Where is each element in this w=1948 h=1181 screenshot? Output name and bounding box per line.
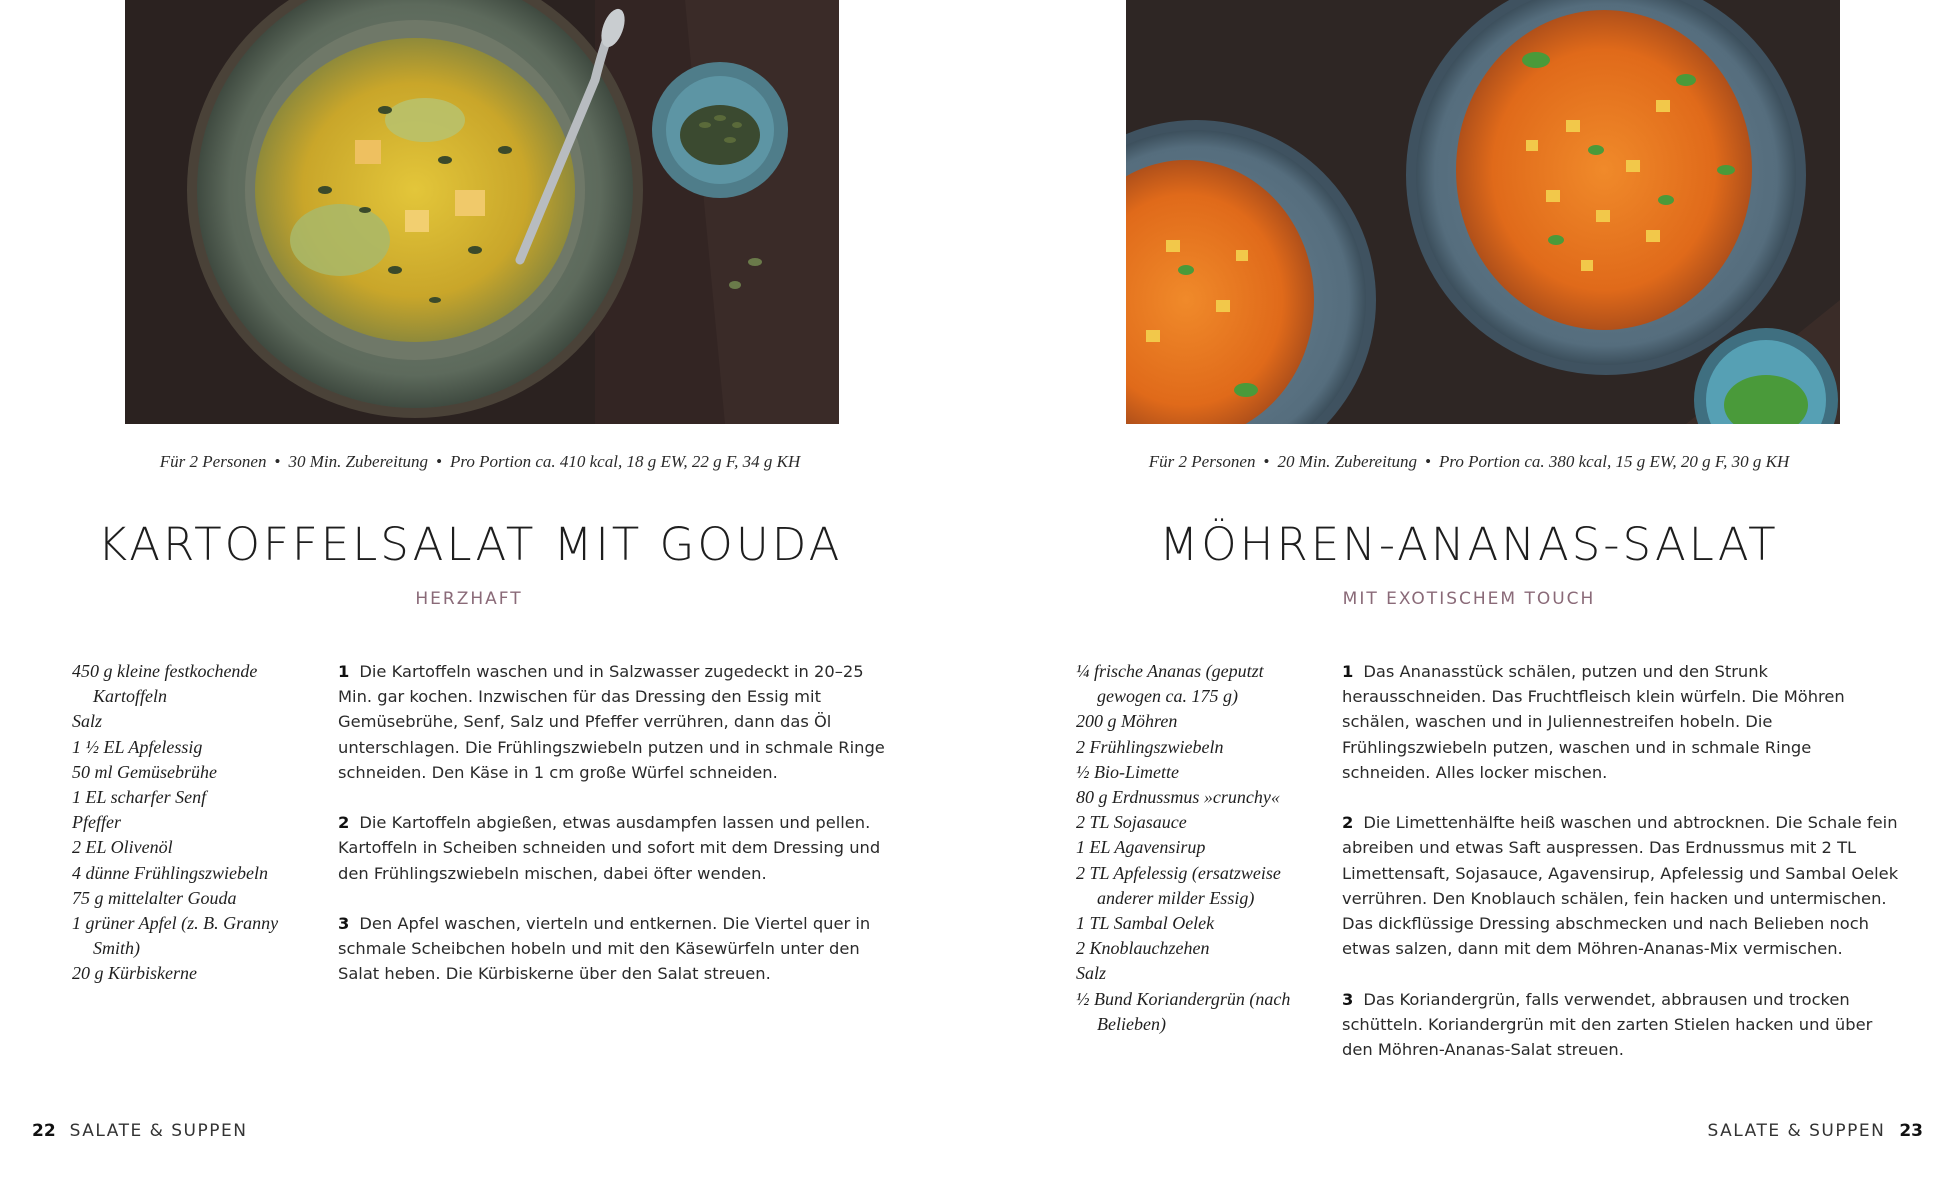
step-number: 3 — [338, 914, 350, 933]
step-text: Die Kartoffeln abgießen, etwas ausdampfen lassen und pellen. Kartoffeln in Scheiben schneiden und sofort mit dem Dressing und den Frühlingszwiebeln mischen, dabei öfter wenden. — [338, 813, 881, 883]
ingredient-item: 1 TL Sambal Oelek — [1076, 913, 1215, 934]
ingredient-item: 1 EL Agavensirup — [1076, 837, 1206, 858]
recipe-meta — [0, 452, 967, 472]
separator-dot: • — [274, 452, 281, 471]
potato-salad-photo — [125, 0, 839, 424]
prep-time: 30 Min. Zubereitung — [288, 452, 429, 471]
step-number: 3 — [1342, 989, 1354, 1009]
ingredient-item: 2 TL Apfelessig (ersatzweise anderer milder Essig) — [1076, 862, 1281, 908]
step-text: Das Ananasstück schälen, putzen und den Strunk herausschneiden. Das Fruchtfleisch klein würfeln. Die Möhren schälen, waschen und in Juliennestreifen hobeln. Die Frühlingszwiebeln putzen, waschen und in schmale Ringe schneiden. Alles locker mischen. — [1342, 662, 1845, 782]
step-text: Die Limettenhälfte heiß waschen und abtrocknen. Die Schale fein abreiben und etwas Saft auspressen. Das Erdnussmus mit 2 TL Limettensaft, Sojasauce, Agavensirup, Apfelessig und Sambal Oelek verrühren. Den Knoblauch schälen, fein hacken und untermischen. Das dickflüssige Dressing abschmecken und nach Belieben noch etwas salzen, dann mit dem Möhren-Ananas-Mix vermischen. — [1342, 813, 1899, 959]
recipe-meta — [982, 452, 1948, 472]
recipe-title: KARTOFFELSALAT MIT GOUDA — [97, 518, 843, 571]
ingredient-item: Salz — [72, 711, 103, 732]
page-right — [974, 0, 1948, 1181]
recipe-title: MÖHREN-ANANAS-SALAT — [1159, 518, 1779, 571]
step-text: Das Koriandergrün, falls verwendet, abbrausen und trocken schütteln. Koriandergrün mit den zarten Stielen hacken und über den Möhren-Ananas-Salat streuen. — [1342, 989, 1873, 1060]
recipe-subtitle: HERZHAFT — [415, 589, 523, 609]
separator-dot: • — [436, 452, 443, 471]
ingredient-item: 2 EL Olivenöl — [72, 837, 173, 858]
instruction-step — [338, 659, 893, 785]
page-number: 23 — [1899, 1121, 1923, 1141]
ingredient-item: 200 g Möhren — [1076, 711, 1178, 732]
section-name: SALATE & SUPPEN — [69, 1121, 248, 1141]
step-number: 2 — [338, 813, 350, 833]
instruction-step — [338, 810, 893, 886]
prep-time: 20 Min. Zubereitung — [1277, 452, 1418, 471]
step-number: 2 — [1342, 813, 1354, 833]
carrot-pineapple-salad-photo — [1126, 0, 1840, 424]
nutrition: Pro Portion ca. 380 kcal, 15 g EW, 20 g F, 30 g KH — [1439, 452, 1790, 471]
page-footer — [1708, 1121, 1923, 1141]
ingredient-item: Salz — [1076, 963, 1107, 984]
ingredient-item: 20 g Kürbiskerne — [72, 963, 197, 984]
ingredient-item: 2 Knoblauchzehen — [1076, 938, 1210, 959]
separator-dot: • — [1425, 452, 1432, 471]
ingredient-list — [72, 659, 307, 987]
ingredient-item: 2 TL Sojasauce — [1076, 812, 1187, 833]
ingredient-item: 1 EL scharfer Senf — [72, 787, 207, 808]
ingredient-item: 75 g mittelalter Gouda — [72, 887, 237, 908]
ingredient-item: ½ Bio-Limette — [1076, 761, 1179, 782]
servings: Für 2 Personen — [1148, 452, 1256, 471]
separator-dot: • — [1263, 452, 1270, 471]
instruction-steps — [1342, 659, 1902, 1087]
step-number: 1 — [338, 662, 350, 681]
step-number: 1 — [1342, 662, 1354, 681]
ingredient-item: Pfeffer — [72, 812, 121, 833]
section-name: SALATE & SUPPEN — [1707, 1121, 1886, 1141]
nutrition: Pro Portion ca. 410 kcal, 18 g EW, 22 g F, 34 g KH — [450, 452, 801, 471]
step-text: Die Kartoffeln waschen und in Salzwasser zugedeckt in 20–25 Min. gar kochen. Inzwischen für das Dressing den Essig mit Gemüsebrühe, Senf, Salz und Pfeffer verrühren, dann das Öl unterschlagen. Die Frühlingszwiebeln putzen und in schmale Ringe schneiden. Den Käse in 1 cm große Würfel schneiden. — [338, 662, 885, 782]
ingredient-item: 80 g Erdnussmus »crunchy« — [1076, 787, 1280, 808]
page-number: 22 — [32, 1121, 56, 1141]
instruction-step — [1342, 659, 1902, 785]
step-text: Den Apfel waschen, vierteln und entkernen. Die Viertel quer in schmale Scheibchen hobeln und mit den Käsewürfeln unter den Salat heben. Die Kürbiskerne über den Salat streuen. — [338, 914, 871, 984]
instruction-step — [338, 911, 893, 987]
ingredient-item: 450 g kleine festkochende Kartoffeln — [72, 661, 258, 707]
ingredient-item: 1 ½ EL Apfelessig — [72, 736, 203, 757]
ingredient-item: 4 dünne Frühlingszwiebeln — [72, 862, 268, 883]
ingredient-list — [1076, 659, 1311, 1037]
page-footer — [32, 1121, 247, 1141]
ingredient-item: 1 grüner Apfel (z. B. Granny Smith) — [72, 913, 279, 959]
ingredient-item: ¼ frische Ananas (geputzt gewogen ca. 175 g) — [1076, 661, 1264, 707]
instruction-step — [1342, 987, 1902, 1063]
servings: Für 2 Personen — [159, 452, 267, 471]
recipe-subtitle: MIT EXOTISCHEM TOUCH — [1342, 589, 1596, 609]
ingredient-item: ½ Bund Koriandergrün (nach Belieben) — [1076, 988, 1291, 1034]
ingredient-item: 2 Frühlingszwiebeln — [1076, 736, 1224, 757]
instruction-steps — [338, 659, 893, 1012]
ingredient-item: 50 ml Gemüsebrühe — [72, 761, 217, 782]
instruction-step — [1342, 810, 1902, 961]
